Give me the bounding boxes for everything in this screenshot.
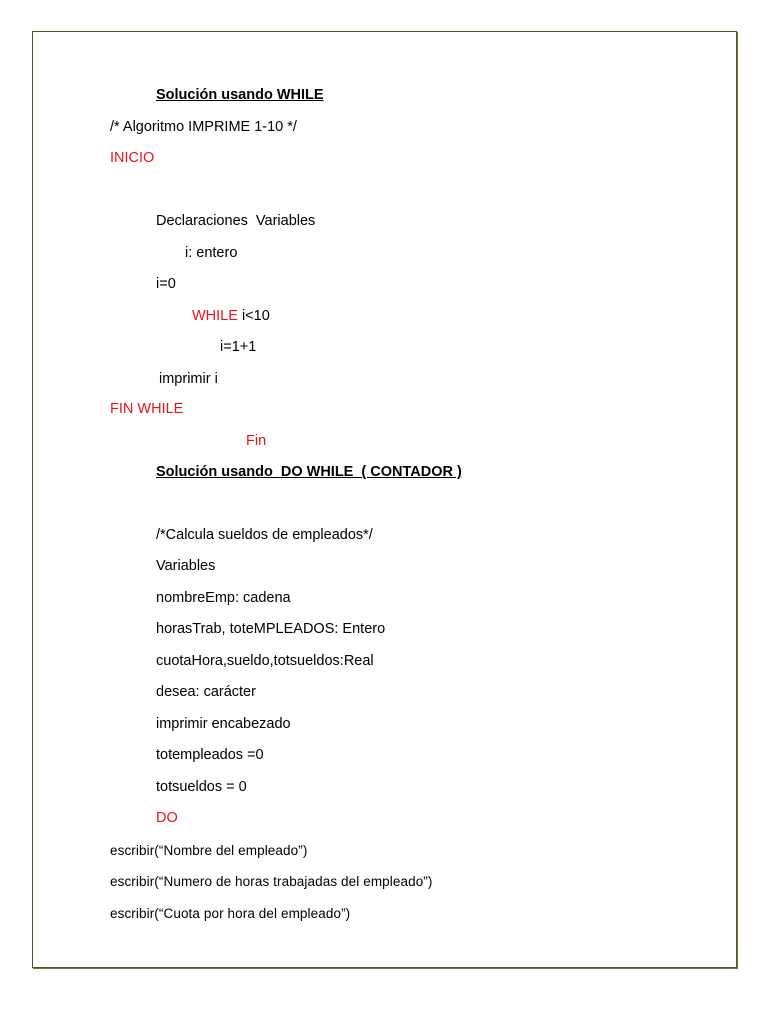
keyword-fin-while: FIN WHILE <box>110 401 184 417</box>
keyword-do: DO <box>156 810 178 826</box>
while-condition: i<10 <box>237 308 270 324</box>
declaration-desea: desea: carácter <box>156 684 256 700</box>
while-statement <box>192 307 270 325</box>
declaration-i-entero: i: entero <box>185 245 238 261</box>
write-hourly-rate: escribir(“Cuota por hora del empleado”) <box>110 906 351 921</box>
write-hours-worked: escribir(“Numero de horas trabajadas del empleado”) <box>110 874 433 889</box>
declaration-cuota-hora: cuotaHora,sueldo,totsueldos:Real <box>156 653 374 669</box>
write-employee-name: escribir(“Nombre del empleado”) <box>110 843 308 858</box>
comment-algorithm: /* Algoritmo IMPRIME 1-10 */ <box>110 119 297 135</box>
comment-calcula-sueldos: /*Calcula sueldos de empleados*/ <box>156 527 373 543</box>
page-border <box>32 31 737 968</box>
heading-while-solution: Solución usando WHILE <box>156 87 324 103</box>
variables-label: Variables <box>156 558 216 574</box>
assign-totempleados: totempleados =0 <box>156 747 264 763</box>
increment-i: i=1+1 <box>220 339 257 355</box>
keyword-while: WHILE <box>192 308 238 324</box>
assign-totsueldos: totsueldos = 0 <box>156 779 247 795</box>
keyword-inicio: INICIO <box>110 150 155 166</box>
heading-do-while-solution: Solución usando DO WHILE ( CONTADOR ) <box>156 464 462 480</box>
assign-i-zero: i=0 <box>156 276 176 292</box>
declaration-nombre-emp: nombreEmp: cadena <box>156 590 291 606</box>
keyword-fin: Fin <box>246 433 267 449</box>
declarations-label: Declaraciones Variables <box>156 213 316 229</box>
print-header: imprimir encabezado <box>156 716 291 732</box>
declaration-horas-trab: horasTrab, toteMPLEADOS: Entero <box>156 621 386 637</box>
print-i: imprimir i <box>159 371 218 387</box>
